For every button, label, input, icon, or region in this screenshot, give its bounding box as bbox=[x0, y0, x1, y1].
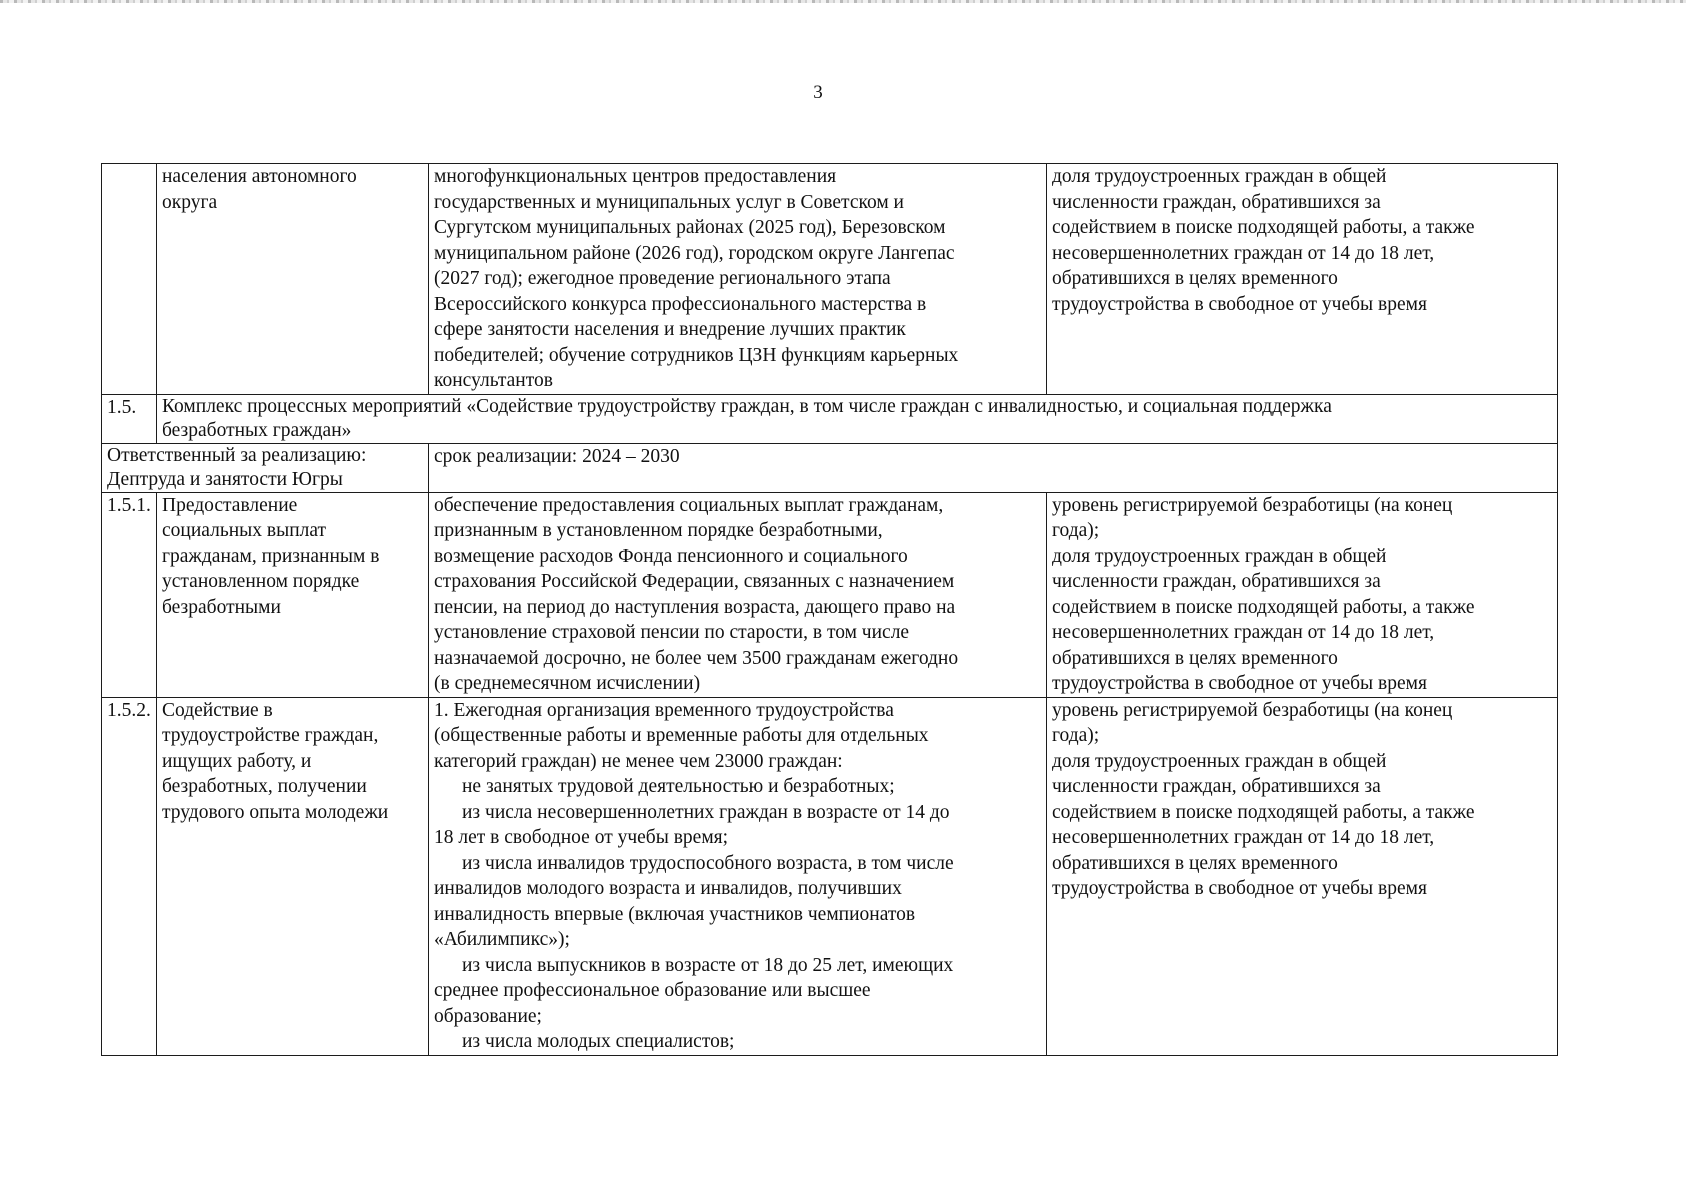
text-line: несовершеннолетних граждан от 14 до 18 лет, bbox=[1052, 827, 1435, 848]
text-line: Комплекс процессных мероприятий «Содействие трудоустройству граждан, в том числе граждан с инвалидностью, и социальная поддержка bbox=[162, 395, 1332, 417]
text-line: категорий граждан) не менее чем 23000 граждан: bbox=[434, 750, 843, 772]
text-line: муниципальном районе (2026 год), городском округе Лангепас bbox=[434, 242, 955, 264]
text-line: из числа инвалидов трудоспособного возраста, в том числе bbox=[462, 852, 954, 874]
cell-indicators bbox=[1047, 697, 1558, 1055]
cell-name bbox=[157, 492, 429, 697]
cell-name bbox=[157, 697, 429, 1055]
text-line: доля трудоустроенных граждан в общей bbox=[1052, 166, 1387, 187]
text-line: Дептруда и занятости Югры bbox=[107, 468, 343, 490]
cell-number bbox=[102, 164, 157, 395]
text-line: (в среднемесячном исчислении) bbox=[434, 673, 701, 694]
text-line: страхования Российской Федерации, связанных с назначением bbox=[434, 571, 955, 592]
cell-number: 1.5. bbox=[102, 394, 157, 443]
text-line: из числа выпускников в возрасте от 18 до 25 лет, имеющих bbox=[462, 954, 954, 976]
text-line: «Абилимпикс»); bbox=[434, 929, 570, 950]
page-number: 3 bbox=[813, 82, 823, 103]
text-line: многофункциональных центров предоставления bbox=[434, 166, 837, 187]
text-line: не занятых трудовой деятельностью и безработных; bbox=[462, 776, 895, 797]
text-line: из числа несовершеннолетних граждан в возрасте от 14 до bbox=[462, 801, 950, 823]
text-line: победителей; обучение сотрудников ЦЗН функциям карьерных bbox=[434, 344, 959, 366]
text-line: содействием в поиске подходящей работы, а также bbox=[1052, 217, 1475, 238]
text-line: доля трудоустроенных граждан в общей bbox=[1052, 545, 1387, 567]
text-line: назначаемой досрочно, не более чем 3500 гражданам ежегодно bbox=[434, 647, 959, 669]
text-line: срок реализации: 2024 – 2030 bbox=[434, 445, 680, 467]
text-line: безработных, получении bbox=[162, 776, 367, 797]
text-line: Всероссийского конкурса профессионального мастерства в bbox=[434, 293, 927, 315]
cell-number: 1.5.2. bbox=[102, 697, 157, 1055]
text-line: несовершеннолетних граждан от 14 до 18 лет, bbox=[1052, 622, 1435, 643]
text-line: уровень регистрируемой безработицы (на конец bbox=[1052, 494, 1453, 516]
section-title bbox=[157, 394, 1558, 443]
text-line: 18 лет в свободное от учебы время; bbox=[434, 827, 729, 848]
text-line: гражданам, признанным в bbox=[162, 545, 380, 567]
text-line: трудового опыта молодежи bbox=[162, 801, 389, 823]
text-line: безработных граждан» bbox=[162, 419, 352, 441]
text-line: численности граждан, обратившихся за bbox=[1052, 191, 1381, 213]
table-row-responsible bbox=[102, 443, 1558, 492]
text-line: из числа молодых специалистов; bbox=[462, 1031, 735, 1052]
table-row-1-5-2 bbox=[102, 697, 1558, 1055]
text-line: (общественные работы и временные работы для отдельных bbox=[434, 725, 929, 746]
text-line: уровень регистрируемой безработицы (на конец bbox=[1052, 699, 1453, 721]
text-line: 1. Ежегодная организация временного трудоустройства bbox=[434, 699, 894, 721]
text-line: года); bbox=[1052, 725, 1100, 746]
text-line: обратившихся в целях временного bbox=[1052, 852, 1338, 874]
text-line: возмещение расходов Фонда пенсионного и социального bbox=[434, 545, 908, 567]
cell-name bbox=[157, 164, 429, 395]
text-line: социальных выплат bbox=[162, 520, 327, 541]
text-line: года); bbox=[1052, 520, 1100, 541]
text-line: обратившихся в целях временного bbox=[1052, 647, 1338, 669]
text-line: ищущих работу, и bbox=[162, 750, 312, 772]
table-row-continuation bbox=[102, 164, 1558, 395]
text-line: округа bbox=[162, 191, 218, 213]
text-line: доля трудоустроенных граждан в общей bbox=[1052, 750, 1387, 772]
cell-indicators bbox=[1047, 492, 1558, 697]
cell-task bbox=[429, 164, 1047, 395]
text-line: (2027 год); ежегодное проведение регионального этапа bbox=[434, 268, 891, 289]
text-line: среднее профессиональное образование или высшее bbox=[434, 980, 871, 1001]
text-line: Ответственный за реализацию: bbox=[107, 444, 367, 466]
text-line: пенсии, на период до наступления возраста, дающего право на bbox=[434, 596, 956, 618]
measures-table bbox=[101, 163, 1558, 1056]
text-line: численности граждан, обратившихся за bbox=[1052, 571, 1381, 592]
text-line: государственных и муниципальных услуг в Советском и bbox=[434, 191, 904, 213]
text-line: консультантов bbox=[434, 370, 553, 391]
text-line: образование; bbox=[434, 1005, 542, 1027]
cell-task bbox=[429, 492, 1047, 697]
text-line: обеспечение предоставления социальных выплат гражданам, bbox=[434, 494, 944, 516]
text-line: населения автономного bbox=[162, 166, 357, 187]
text-line: Предоставление bbox=[162, 494, 298, 516]
text-line: инвалидов молодого возраста и инвалидов, получивших bbox=[434, 878, 902, 899]
cell-indicators bbox=[1047, 164, 1558, 395]
text-line: трудоустройства в свободное от учебы время bbox=[1052, 293, 1427, 315]
text-line: признанным в установленном порядке безработными, bbox=[434, 520, 883, 541]
text-line: инвалидность впервые (включая участников чемпионатов bbox=[434, 903, 916, 925]
text-line: Сургутском муниципальных районах (2025 год), Березовском bbox=[434, 217, 946, 238]
text-line: трудоустройстве граждан, bbox=[162, 725, 379, 746]
text-line: сфере занятости населения и внедрение лучших практик bbox=[434, 319, 906, 340]
cell-responsible bbox=[102, 443, 429, 492]
text-line: установленном порядке bbox=[162, 571, 360, 592]
text-line: содействием в поиске подходящей работы, а также bbox=[1052, 801, 1475, 823]
text-line: трудоустройства в свободное от учебы время bbox=[1052, 878, 1427, 899]
text-line: содействием в поиске подходящей работы, а также bbox=[1052, 596, 1475, 618]
scan-edge bbox=[0, 0, 1686, 3]
text-line: несовершеннолетних граждан от 14 до 18 лет, bbox=[1052, 242, 1435, 264]
table-row-section-1-5 bbox=[102, 394, 1558, 443]
cell-number: 1.5.1. bbox=[102, 492, 157, 697]
text-line: безработными bbox=[162, 596, 281, 618]
cell-task bbox=[429, 697, 1047, 1055]
cell-period bbox=[429, 443, 1558, 492]
text-line: обратившихся в целях временного bbox=[1052, 268, 1338, 289]
text-line: трудоустройства в свободное от учебы время bbox=[1052, 673, 1427, 694]
text-line: численности граждан, обратившихся за bbox=[1052, 776, 1381, 797]
table-row-1-5-1 bbox=[102, 492, 1558, 697]
text-line: Содействие в bbox=[162, 699, 273, 721]
text-line: установление страховой пенсии по старости, в том числе bbox=[434, 622, 910, 643]
